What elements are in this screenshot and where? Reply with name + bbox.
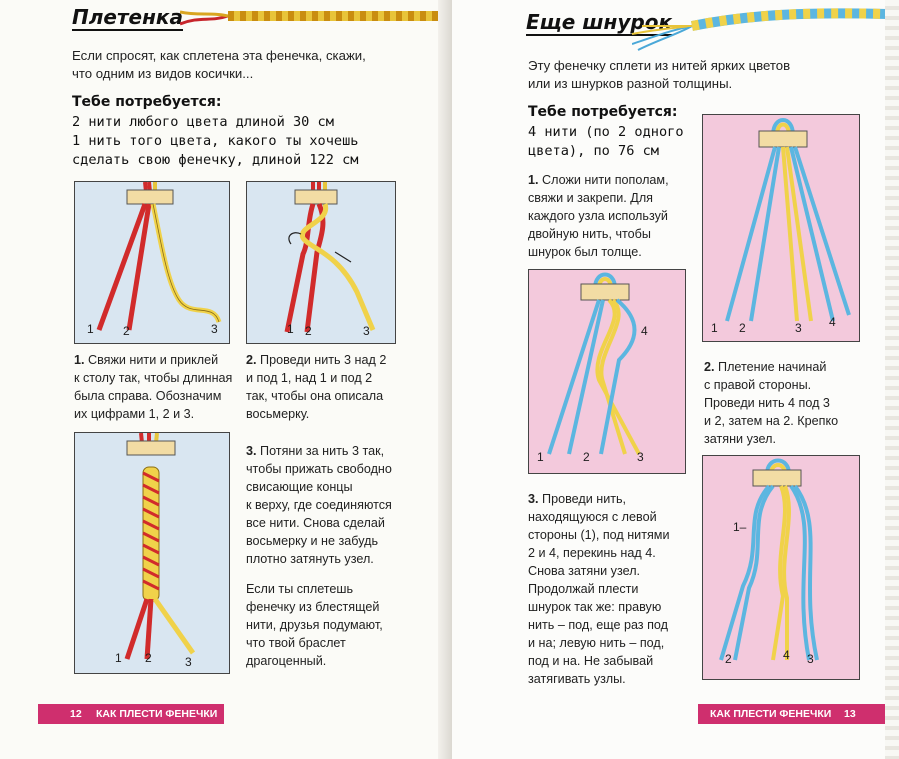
footer-title: КАК ПЛЕСТИ ФЕНЕЧКИ (96, 708, 218, 720)
thread-label-1: 1 (115, 651, 122, 665)
illustration-right-step-3 (702, 455, 860, 680)
right-page-content (452, 0, 899, 759)
thread-label-1: 1 (287, 322, 294, 336)
thread-label-2: 2 (145, 651, 152, 665)
thread-label-1: 1 (537, 450, 544, 464)
illustration-right-step-1 (702, 114, 860, 342)
braid-decoration-right (632, 4, 887, 54)
illustration-right-step-2 (528, 269, 686, 474)
right-page-title: Еще шнурок (526, 10, 673, 34)
thread-label-3: 3 (363, 324, 370, 338)
left-page-title: Плетенка (72, 5, 183, 29)
illustration-step-2 (246, 181, 396, 344)
thread-label-3: 3 (185, 655, 192, 669)
left-need-list: 2 нити любого цвета длиной 30 см 1 нить того цвета, какого ты хочешь сделать свою фенечку, длиной 122 см (72, 114, 359, 168)
thread-label-2: 2 (305, 324, 312, 338)
right-step-2-text: 2. Плетение начинай с правой стороны. Проведи нить 4 под 3 и 2, затем на 2. Крепко затяни узел. (704, 360, 839, 446)
braid-decoration-left (180, 2, 452, 32)
thread-label-1-dash: 1– (733, 520, 747, 534)
right-intro: Эту фенечку сплети из нитей ярких цветов или из шнурков разной толщины. (528, 58, 791, 91)
thread-label-3: 3 (807, 652, 814, 666)
thread-label-2: 2 (583, 450, 590, 464)
left-footer (38, 704, 224, 724)
left-intro: Если спросят, как сплетена эта фенечка, скажи, что одним из видов косички... (72, 48, 366, 81)
right-step-1-text: 1. Сложи нити пополам, свяжи и закрепи. Для каждого узла используй двойную нить, чтобы шнурок был толще. (528, 173, 669, 259)
page-edge (885, 0, 899, 759)
page-number: 12 (70, 708, 82, 720)
thread-label-3: 3 (637, 450, 644, 464)
left-need-heading: Тебе потребуется: (72, 94, 222, 110)
illustration-step-3 (74, 432, 230, 674)
illustration-step-1 (74, 181, 230, 344)
thread-label-1: 1 (87, 322, 94, 336)
page-number: 13 (844, 708, 856, 720)
thread-label-2: 2 (739, 321, 746, 335)
thread-label-2: 2 (725, 652, 732, 666)
footer-title: КАК ПЛЕСТИ ФЕНЕЧКИ (710, 708, 832, 720)
thread-label-2: 2 (123, 324, 130, 338)
right-step-3-text: 3. Проведи нить, находящуюся с левой стороны (1), под нитями 2 и 4, перекинь над 4. Снова затяни узел. Продолжай плести шнурок так же: правую нить – под, еще раз под и на; левую нить – под, под и на. Не забывай затягивать узлы. (528, 492, 670, 686)
step-2-text: 2. Проведи нить 3 над 2 и под 1, над 1 и под 2 так, чтобы она описала восьмерку. (246, 353, 387, 421)
thread-label-1: 1 (711, 321, 718, 335)
thread-label-3: 3 (211, 322, 218, 336)
step-3-text: 3. Потяни за нить 3 так, чтобы прижать свободно свисающие концы к верху, где соединяются все нити. Снова сделай восьмерку и не забудь плотно затянуть узел. (246, 444, 392, 566)
thread-label-3: 3 (795, 321, 802, 335)
left-outro: Если ты сплетешь фенечку из блестящей нити, друзья подумают, что твой браслет драгоценный. (246, 582, 383, 668)
right-need-heading: Тебе потребуется: (528, 104, 678, 120)
thread-label-4: 4 (783, 648, 790, 662)
right-footer (698, 704, 888, 724)
step-1-text: 1. Свяжи нити и приклей к столу так, чтобы длинная была справа. Обозначим их цифрами 1, 2 и 3. (74, 353, 233, 421)
thread-label-4: 4 (641, 324, 648, 338)
right-need-list: 4 нити (по 2 одного цвета), по 76 см (528, 124, 684, 159)
thread-label-4: 4 (829, 315, 836, 329)
